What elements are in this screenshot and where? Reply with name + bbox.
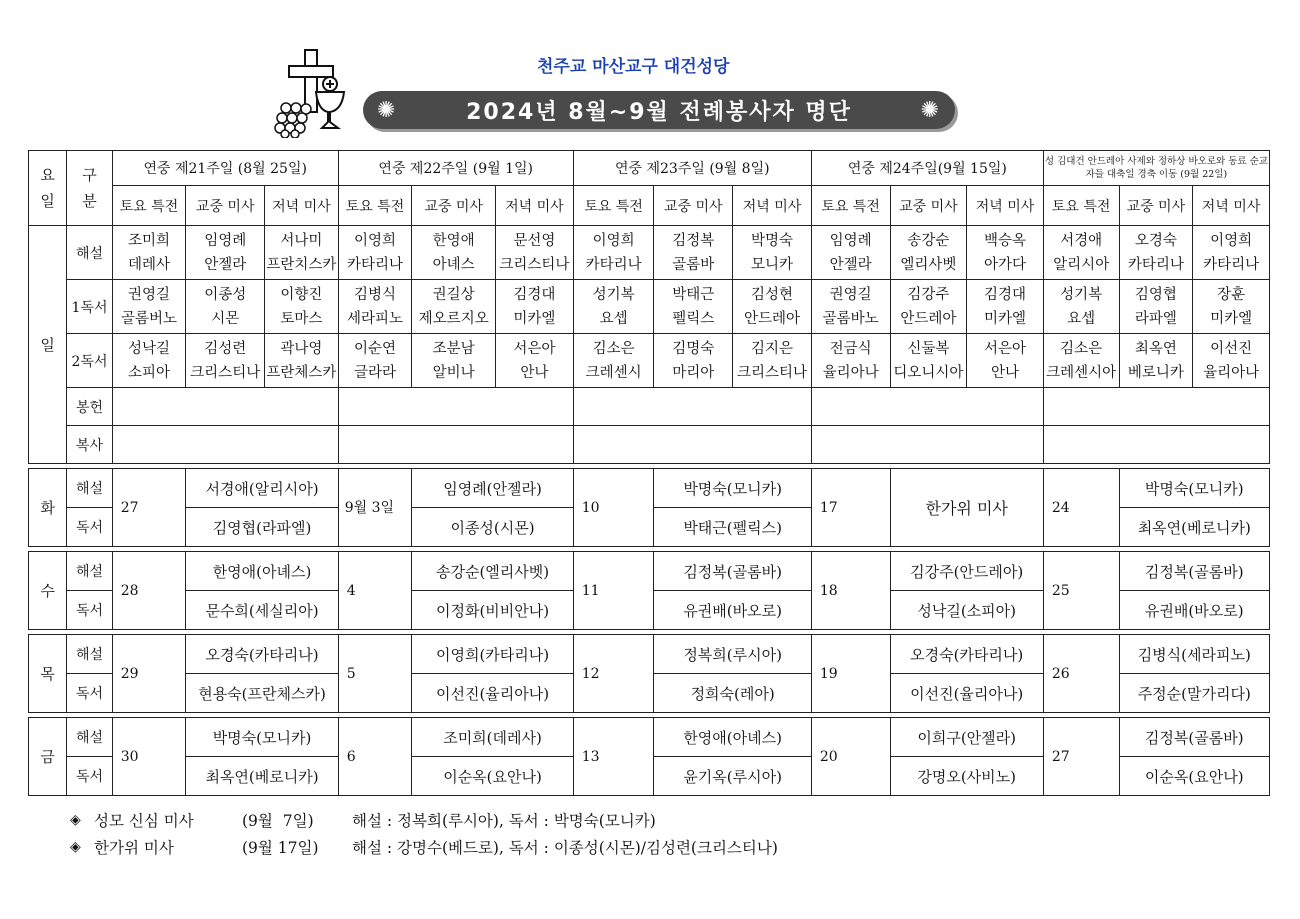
mass-type-header: 토요 특전	[811, 186, 890, 226]
assignee-cell	[654, 280, 733, 334]
day-label: 금	[29, 718, 67, 796]
date-cell: 24	[1043, 469, 1119, 547]
day-label: 목	[29, 635, 67, 713]
holiday-mass-cell: 한가위 미사	[890, 469, 1043, 547]
mass-type-header: 토요 특전	[338, 186, 412, 226]
assignee-saint-name: 안드레아	[900, 310, 957, 327]
assignee-saint-name: 골롬바	[672, 256, 715, 273]
date-cell: 29	[112, 635, 186, 713]
assignee-name: 임영례	[204, 232, 247, 249]
assignee-cell	[967, 226, 1044, 280]
assignee-saint-name: 알비나	[432, 364, 475, 381]
assignee-cell	[265, 226, 339, 280]
assignee-saint-name: 크리스티나	[190, 364, 261, 381]
assignee-name: 권길상	[432, 286, 475, 303]
date-cell: 12	[573, 635, 654, 713]
note-date: (9월 17일)	[242, 838, 319, 857]
assignee-saint-name: 시몬	[211, 310, 240, 327]
empty-assignment-cell	[338, 426, 573, 464]
week-header: 연중 제21주일 (8월 25일)	[112, 151, 338, 186]
assignee-saint-name: 카타리나	[585, 256, 642, 273]
title-banner	[363, 91, 955, 129]
assignee-saint-name: 안나	[991, 364, 1020, 381]
assignee-saint-name: 안나	[520, 364, 549, 381]
reading-assignee: 이정화(비비안나)	[412, 591, 573, 630]
assignee-saint-name: 토마스	[280, 310, 323, 327]
commentary-assignee: 이영희(카타리나)	[412, 635, 573, 674]
assignee-cell	[496, 334, 574, 388]
ornament-icon: ✺	[377, 97, 398, 123]
assignee-cell	[890, 334, 967, 388]
assignee-cell	[112, 334, 186, 388]
mass-type-header: 저녁 미사	[1193, 186, 1270, 226]
assignee-name: 백승옥	[984, 232, 1027, 249]
assignee-saint-name: 프란체스카	[266, 364, 337, 381]
assignee-saint-name: 미카엘	[984, 310, 1027, 327]
assignee-saint-name: 골롬버노	[121, 310, 178, 327]
assignee-cell	[496, 226, 574, 280]
assignee-saint-name: 라파엘	[1134, 310, 1177, 327]
day-label-sunday: 일	[29, 226, 67, 464]
assignee-name: 곽나영	[280, 340, 323, 357]
week-header: 성 김대건 안드레아 사제와 정하상 바오로와 동료 순교자들 대축일 경축 이동 (9월 22일)	[1043, 151, 1269, 186]
ornament-icon: ✺	[920, 97, 941, 123]
role-label: 2독서	[67, 334, 112, 388]
assignee-saint-name: 데레사	[128, 256, 171, 273]
role-label: 독서	[67, 674, 112, 713]
empty-assignment-cell	[338, 388, 573, 426]
assignee-cell	[265, 334, 339, 388]
empty-assignment-cell	[811, 388, 1043, 426]
assignee-name: 성기복	[592, 286, 635, 303]
role-label: 해설	[67, 635, 112, 674]
assignee-cell	[811, 280, 890, 334]
assignee-cell	[1119, 334, 1193, 388]
week-header: 연중 제23주일 (9월 8일)	[573, 151, 811, 186]
assignee-cell	[967, 280, 1044, 334]
assignee-saint-name: 제오르지오	[418, 310, 489, 327]
date-cell: 27	[112, 469, 186, 547]
empty-assignment-cell	[112, 426, 338, 464]
assignee-name: 임영례	[829, 232, 872, 249]
commentary-assignee: 임영례(안젤라)	[412, 469, 573, 508]
assignee-cell	[338, 334, 412, 388]
commentary-assignee: 서경애(알리시아)	[186, 469, 338, 508]
reading-assignee: 유권배(바오로)	[1119, 591, 1269, 630]
commentary-assignee: 김정복(골롬바)	[1119, 718, 1269, 757]
commentary-assignee: 한영애(아녜스)	[186, 552, 338, 591]
reading-assignee: 현용숙(프란체스카)	[186, 674, 338, 713]
assignee-name: 서경애	[1060, 232, 1103, 249]
date-cell: 27	[1043, 718, 1119, 796]
date-cell: 9월 3일	[338, 469, 412, 547]
assignee-saint-name: 율리아나	[822, 364, 879, 381]
notes	[70, 806, 778, 860]
assignee-saint-name: 세라피노	[346, 310, 404, 327]
assignee-name: 조미희	[128, 232, 171, 249]
mass-type-header: 저녁 미사	[265, 186, 339, 226]
assignee-name: 김강주	[907, 286, 950, 303]
assignee-name: 오경숙	[1134, 232, 1177, 249]
commentary-assignee: 송강순(엘리사벳)	[412, 552, 573, 591]
week-header: 연중 제24주일(9월 15일)	[811, 151, 1043, 186]
assignee-name: 박태근	[672, 286, 715, 303]
assignee-name: 이영희	[353, 232, 397, 249]
date-cell: 6	[338, 718, 412, 796]
commentary-assignee: 김강주(안드레아)	[890, 552, 1043, 591]
reading-assignee: 이종성(시몬)	[412, 508, 573, 547]
assignee-name: 김경대	[984, 286, 1027, 303]
assignee-saint-name: 아녜스	[432, 256, 475, 273]
assignee-saint-name: 크레센시	[585, 364, 642, 381]
assignee-saint-name: 카타리나	[1127, 256, 1184, 273]
assignee-cell	[112, 280, 186, 334]
assignee-cell	[265, 280, 339, 334]
assignee-saint-name: 안드레아	[743, 310, 800, 327]
commentary-assignee: 이희구(안젤라)	[890, 718, 1043, 757]
assignee-name: 이향진	[280, 286, 323, 303]
empty-assignment-cell	[1043, 426, 1269, 464]
reading-assignee: 문수희(세실리아)	[186, 591, 338, 630]
assignee-saint-name: 소피아	[128, 364, 171, 381]
reading-assignee: 박태근(펠릭스)	[654, 508, 811, 547]
role-label: 독서	[67, 508, 112, 547]
assignee-cell	[186, 280, 265, 334]
empty-assignment-cell	[573, 426, 811, 464]
assignee-name: 김영협	[1134, 286, 1177, 303]
assignee-saint-name: 카타리나	[346, 256, 404, 273]
assignee-cell	[573, 226, 654, 280]
date-cell: 19	[811, 635, 890, 713]
note-marker-icon: ◈	[70, 811, 81, 828]
empty-assignment-cell	[112, 388, 338, 426]
mass-type-header: 교중 미사	[654, 186, 733, 226]
reading-assignee: 주정순(말가리다)	[1119, 674, 1269, 713]
assignee-cell	[573, 334, 654, 388]
mass-type-header: 토요 특전	[112, 186, 186, 226]
assignee-saint-name: 미카엘	[1210, 310, 1253, 327]
date-cell: 30	[112, 718, 186, 796]
assignee-saint-name: 안젤라	[204, 256, 247, 273]
assignee-cell	[890, 226, 967, 280]
note-title: 성모 신심 미사	[94, 811, 194, 830]
mass-type-header: 교중 미사	[890, 186, 967, 226]
assignee-saint-name: 골롬바노	[822, 310, 879, 327]
commentary-assignee: 박명숙(모니카)	[654, 469, 811, 508]
assignee-saint-name: 알리시아	[1053, 256, 1110, 273]
col-role-header: 구 분	[67, 151, 112, 226]
note-line	[70, 833, 778, 860]
assignee-cell	[412, 280, 496, 334]
cross-chalice-icon	[272, 48, 354, 138]
mass-type-header: 교중 미사	[412, 186, 496, 226]
schedule-table	[28, 150, 1270, 796]
assignee-saint-name: 디오니시아	[893, 364, 964, 381]
reading-assignee: 정희숙(레아)	[654, 674, 811, 713]
assignee-name: 문선영	[513, 232, 556, 249]
assignee-name: 이순연	[353, 340, 397, 357]
mass-type-header: 저녁 미사	[733, 186, 812, 226]
date-cell: 5	[338, 635, 412, 713]
assignee-name: 김명숙	[672, 340, 715, 357]
week-header: 연중 제22주일 (9월 1일)	[338, 151, 573, 186]
assignee-name: 송강순	[907, 232, 950, 249]
date-cell: 13	[573, 718, 654, 796]
role-label: 해설	[67, 552, 112, 591]
role-label: 봉헌	[67, 388, 112, 426]
empty-assignment-cell	[811, 426, 1043, 464]
assignee-cell	[1043, 226, 1119, 280]
date-cell: 11	[573, 552, 654, 630]
assignee-cell	[1193, 226, 1270, 280]
note-marker-icon: ◈	[70, 838, 81, 855]
mass-type-header: 토요 특전	[1043, 186, 1119, 226]
commentary-assignee: 김병식(세라피노)	[1119, 635, 1269, 674]
commentary-assignee: 오경숙(카타리나)	[890, 635, 1043, 674]
assignee-saint-name: 펠릭스	[672, 310, 715, 327]
assignee-saint-name: 크레센시아	[1046, 364, 1117, 381]
assignee-name: 장훈	[1217, 286, 1246, 303]
assignee-saint-name: 글라라	[353, 364, 397, 381]
assignee-name: 박명숙	[750, 232, 793, 249]
church-name: 천주교 마산교구 대건성당	[537, 57, 730, 77]
assignee-name: 김성현	[750, 286, 793, 303]
reading-assignee: 성낙길(소피아)	[890, 591, 1043, 630]
assignee-name: 이종성	[204, 286, 247, 303]
assignee-cell	[967, 334, 1044, 388]
assignee-cell	[186, 226, 265, 280]
assignee-cell	[654, 226, 733, 280]
assignee-name: 서은아	[513, 340, 556, 357]
assignee-cell	[1193, 334, 1270, 388]
note-title: 한가위 미사	[94, 838, 174, 857]
assignee-name: 최옥연	[1134, 340, 1177, 357]
page-title: 2024년 8월~9월 전례봉사자 명단	[466, 99, 852, 125]
assignee-name: 김소은	[592, 340, 635, 357]
mass-type-header: 토요 특전	[573, 186, 654, 226]
assignee-name: 이영희	[592, 232, 635, 249]
assignee-name: 서나미	[280, 232, 323, 249]
assignee-cell	[1043, 334, 1119, 388]
commentary-assignee: 정복희(루시아)	[654, 635, 811, 674]
reading-assignee: 이선진(율리아나)	[412, 674, 573, 713]
note-detail: 해설 : 강명수(베드로), 독서 : 이종성(시몬)/김성련(크리스티나)	[352, 838, 778, 857]
role-label: 해설	[67, 469, 112, 508]
assignee-cell	[1119, 226, 1193, 280]
assignee-name: 이선진	[1210, 340, 1253, 357]
assignee-saint-name: 아가다	[984, 256, 1027, 273]
assignee-saint-name: 요셉	[1067, 310, 1096, 327]
assignee-name: 성기복	[1060, 286, 1103, 303]
reading-assignee: 최옥연(베로니카)	[186, 757, 338, 796]
commentary-assignee: 김정복(골롬바)	[654, 552, 811, 591]
col-day-header: 요 일	[29, 151, 67, 226]
commentary-assignee: 김정복(골롬바)	[1119, 552, 1269, 591]
role-label: 독서	[67, 757, 112, 796]
empty-assignment-cell	[1043, 388, 1269, 426]
assignee-name: 김경대	[513, 286, 556, 303]
assignee-name: 이영희	[1210, 232, 1253, 249]
assignee-saint-name: 엘리사벳	[900, 256, 957, 273]
commentary-assignee: 조미희(데레사)	[412, 718, 573, 757]
mass-type-header: 교중 미사	[1119, 186, 1193, 226]
assignee-name: 권영길	[829, 286, 872, 303]
assignee-name: 전금식	[829, 340, 872, 357]
assignee-cell	[811, 334, 890, 388]
assignee-name: 김소은	[1060, 340, 1103, 357]
date-cell: 18	[811, 552, 890, 630]
assignee-name: 김지은	[750, 340, 793, 357]
assignee-cell	[811, 226, 890, 280]
assignee-saint-name: 안젤라	[829, 256, 872, 273]
date-cell: 25	[1043, 552, 1119, 630]
role-label: 독서	[67, 591, 112, 630]
assignee-saint-name: 요셉	[599, 310, 628, 327]
assignee-cell	[573, 280, 654, 334]
role-label: 해설	[67, 226, 112, 280]
assignee-cell	[733, 334, 812, 388]
assignee-saint-name: 모니카	[750, 256, 793, 273]
reading-assignee: 김영협(라파엘)	[186, 508, 338, 547]
assignee-cell	[733, 280, 812, 334]
assignee-name: 신둘복	[907, 340, 950, 357]
date-cell: 4	[338, 552, 412, 630]
day-label: 수	[29, 552, 67, 630]
note-line	[70, 806, 778, 833]
commentary-assignee: 한영애(아녜스)	[654, 718, 811, 757]
empty-assignment-cell	[573, 388, 811, 426]
assignee-saint-name: 크리스티나	[499, 256, 570, 273]
assignee-cell	[1193, 280, 1270, 334]
role-label: 1독서	[67, 280, 112, 334]
assignee-saint-name: 율리아나	[1203, 364, 1260, 381]
role-label: 해설	[67, 718, 112, 757]
reading-assignee: 이순옥(요안나)	[412, 757, 573, 796]
assignee-name: 성낙길	[128, 340, 171, 357]
reading-assignee: 최옥연(베로니카)	[1119, 508, 1269, 547]
page-header	[0, 0, 1300, 140]
assignee-cell	[186, 334, 265, 388]
reading-assignee: 이선진(율리아나)	[890, 674, 1043, 713]
assignee-name: 김성련	[204, 340, 247, 357]
assignee-cell	[412, 334, 496, 388]
assignee-cell	[890, 280, 967, 334]
reading-assignee: 이순옥(요안나)	[1119, 757, 1269, 796]
assignee-name: 서은아	[984, 340, 1027, 357]
reading-assignee: 윤기옥(루시아)	[654, 757, 811, 796]
date-cell: 17	[811, 469, 890, 547]
assignee-cell	[412, 226, 496, 280]
mass-type-header: 저녁 미사	[496, 186, 574, 226]
date-cell: 10	[573, 469, 654, 547]
commentary-assignee: 박명숙(모니카)	[1119, 469, 1269, 508]
mass-type-header: 저녁 미사	[967, 186, 1044, 226]
reading-assignee: 강명오(사비노)	[890, 757, 1043, 796]
commentary-assignee: 오경숙(카타리나)	[186, 635, 338, 674]
role-label: 복사	[67, 426, 112, 464]
date-cell: 28	[112, 552, 186, 630]
assignee-saint-name: 크리스티나	[736, 364, 807, 381]
date-cell: 26	[1043, 635, 1119, 713]
date-cell: 20	[811, 718, 890, 796]
day-label: 화	[29, 469, 67, 547]
assignee-cell	[338, 280, 412, 334]
assignee-cell	[733, 226, 812, 280]
assignee-name: 김병식	[353, 286, 397, 303]
assignee-cell	[112, 226, 186, 280]
assignee-name: 조분남	[432, 340, 475, 357]
assignee-cell	[1119, 280, 1193, 334]
assignee-saint-name: 베로니카	[1127, 364, 1184, 381]
assignee-saint-name: 미카엘	[513, 310, 556, 327]
assignee-cell	[654, 334, 733, 388]
assignee-saint-name: 마리아	[672, 364, 715, 381]
assignee-cell	[496, 280, 574, 334]
assignee-name: 권영길	[128, 286, 171, 303]
assignee-name: 김정복	[672, 232, 715, 249]
assignee-cell	[338, 226, 412, 280]
assignee-saint-name: 카타리나	[1203, 256, 1260, 273]
reading-assignee: 유권배(바오로)	[654, 591, 811, 630]
assignee-cell	[1043, 280, 1119, 334]
mass-type-header: 교중 미사	[186, 186, 265, 226]
commentary-assignee: 박명숙(모니카)	[186, 718, 338, 757]
assignee-name: 한영애	[432, 232, 475, 249]
note-detail: 해설 : 정복희(루시아), 독서 : 박명숙(모니카)	[352, 811, 656, 830]
note-date: (9월 7일)	[242, 811, 314, 830]
assignee-saint-name: 프란치스카	[266, 256, 337, 273]
